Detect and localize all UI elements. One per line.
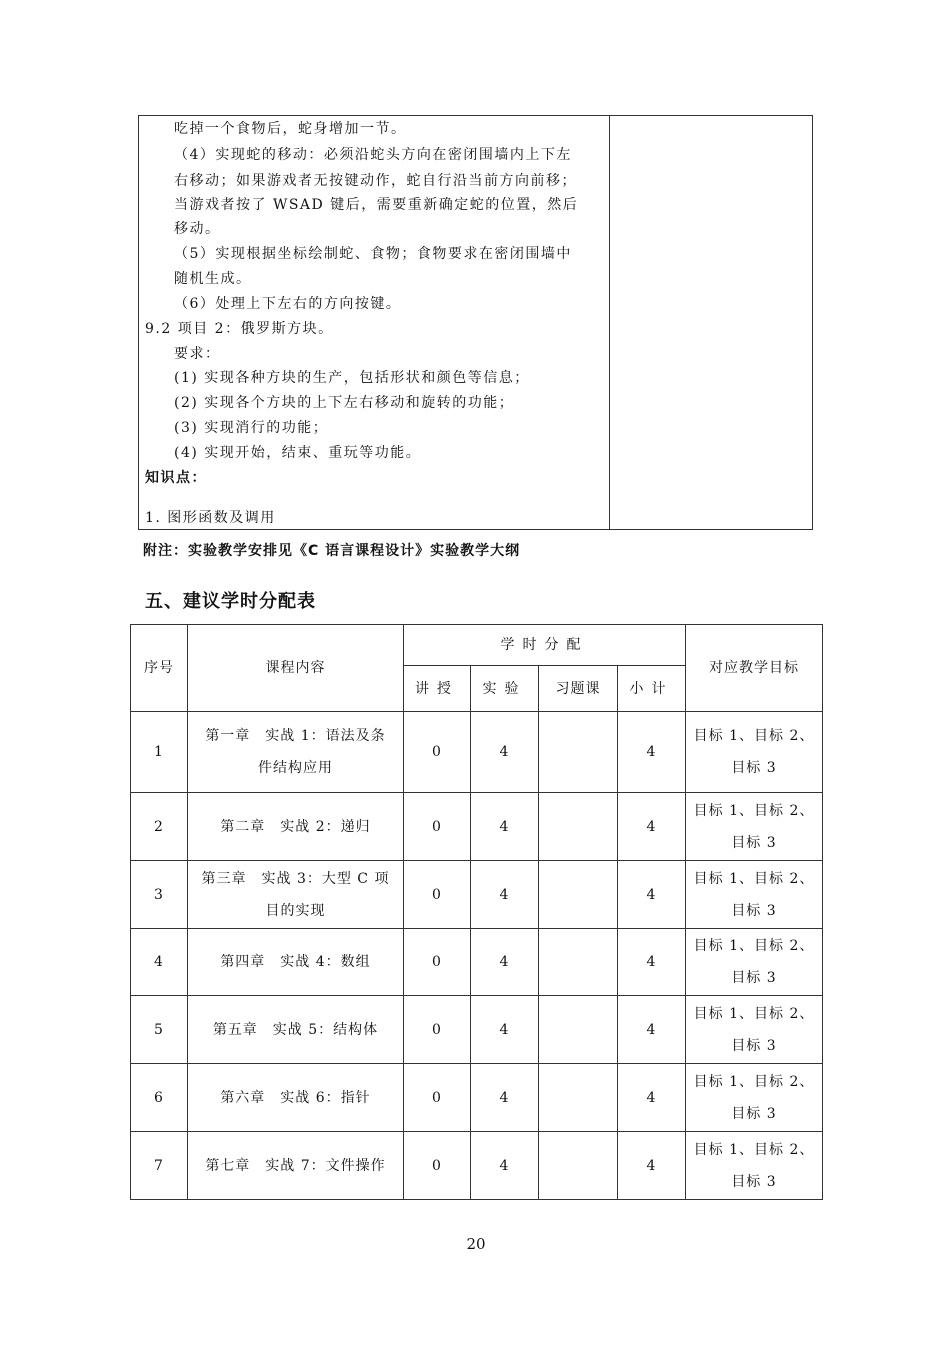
- cell-lab: 4: [471, 996, 539, 1064]
- cell-goals: 目标 1、目标 2、 目标 3: [686, 1132, 823, 1200]
- cell-seq: 7: [131, 1132, 188, 1200]
- knowledge-points-heading: 知识点：: [145, 470, 207, 486]
- content-line: 要求：: [174, 346, 221, 362]
- content-line: 9.2 项目 2：俄罗斯方块。: [145, 321, 334, 337]
- cell-seq: 5: [131, 996, 188, 1064]
- header-exercise: 习题课: [539, 666, 618, 712]
- cell-seq: 3: [131, 861, 188, 929]
- cell-lecture: 0: [404, 861, 471, 929]
- cell-exercise: [539, 861, 618, 929]
- cell-content: 第七章 实战 7：文件操作: [188, 1132, 404, 1200]
- cell-lab: 4: [471, 1132, 539, 1200]
- cell-lab: 4: [471, 929, 539, 996]
- appendix-note: 附注：实验教学安排见《C 语言课程设计》实验教学大纲: [143, 543, 521, 559]
- table-row: [131, 712, 823, 793]
- content-line: 当游戏者按了 WSAD 键后，需要重新确定蛇的位置，然后: [174, 197, 579, 213]
- header-allocation: 学时分配: [404, 625, 686, 666]
- cell-content: 第五章 实战 5：结构体: [188, 996, 404, 1064]
- header-goals: 对应教学目标: [686, 625, 823, 712]
- content-line: (2) 实现各个方块的上下左右移动和旋转的功能；: [174, 395, 515, 411]
- cell-exercise: [539, 793, 618, 861]
- cell-subtotal: 4: [618, 1064, 686, 1132]
- content-line: (3) 实现消行的功能；: [174, 420, 329, 436]
- experiment-content-table: [138, 115, 813, 530]
- cell-lab: 4: [471, 861, 539, 929]
- page-number: 20: [466, 1235, 486, 1253]
- cell-lecture: 0: [404, 712, 471, 793]
- cell-goals: 目标 1、目标 2、 目标 3: [686, 861, 823, 929]
- cell-goals: 目标 1、目标 2、 目标 3: [686, 996, 823, 1064]
- cell-seq: 4: [131, 929, 188, 996]
- cell-content: 第一章 实战 1：语法及条 件结构应用: [188, 712, 404, 793]
- cell-seq: 2: [131, 793, 188, 861]
- header-lecture: 讲授: [404, 666, 471, 712]
- cell-goals: 目标 1、目标 2、 目标 3: [686, 929, 823, 996]
- content-line: 随机生成。: [174, 271, 252, 287]
- cell-lecture: 0: [404, 996, 471, 1064]
- table-row: [131, 861, 823, 929]
- hours-allocation-table: [130, 624, 823, 1200]
- content-line: （6）处理上下左右的方向按键。: [174, 296, 402, 312]
- cell-content: 第四章 实战 4：数组: [188, 929, 404, 996]
- table-column-divider: [609, 116, 610, 529]
- cell-exercise: [539, 1064, 618, 1132]
- cell-subtotal: 4: [618, 712, 686, 793]
- cell-lab: 4: [471, 1064, 539, 1132]
- table-row: [131, 1132, 823, 1200]
- content-line: (1) 实现各种方块的生产，包括形状和颜色等信息；: [174, 370, 530, 386]
- header-seq: 序号: [131, 625, 188, 712]
- content-line: 1. 图形函数及调用: [145, 510, 276, 526]
- cell-content: 第三章 实战 3：大型 C 项 目的实现: [188, 861, 404, 929]
- content-line: （5）实现根据坐标绘制蛇、食物；食物要求在密闭围墙中: [174, 246, 572, 262]
- cell-exercise: [539, 712, 618, 793]
- cell-subtotal: 4: [618, 996, 686, 1064]
- table-row: [131, 929, 823, 996]
- content-line: 右移动；如果游戏者无按键动作，蛇自行沿当前方向前移；: [174, 173, 577, 189]
- cell-subtotal: 4: [618, 861, 686, 929]
- cell-exercise: [539, 1132, 618, 1200]
- cell-lecture: 0: [404, 929, 471, 996]
- cell-subtotal: 4: [618, 929, 686, 996]
- cell-content: 第二章 实战 2：递归: [188, 793, 404, 861]
- cell-goals: 目标 1、目标 2、 目标 3: [686, 793, 823, 861]
- header-lab: 实验: [471, 666, 539, 712]
- cell-exercise: [539, 996, 618, 1064]
- cell-exercise: [539, 929, 618, 996]
- table-row: [131, 1064, 823, 1132]
- cell-subtotal: 4: [618, 1132, 686, 1200]
- table-row: [131, 793, 823, 861]
- header-content: 课程内容: [188, 625, 404, 712]
- section-title: 五、建议学时分配表: [145, 591, 316, 612]
- content-line: 吃掉一个食物后，蛇身增加一节。: [174, 121, 407, 137]
- cell-lab: 4: [471, 712, 539, 793]
- cell-seq: 1: [131, 712, 188, 793]
- cell-goals: 目标 1、目标 2、 目标 3: [686, 712, 823, 793]
- cell-lecture: 0: [404, 1064, 471, 1132]
- content-line: 移动。: [174, 221, 221, 237]
- cell-lab: 4: [471, 793, 539, 861]
- cell-subtotal: 4: [618, 793, 686, 861]
- table-row: [131, 996, 823, 1064]
- cell-goals: 目标 1、目标 2、 目标 3: [686, 1064, 823, 1132]
- cell-seq: 6: [131, 1064, 188, 1132]
- content-line: (4) 实现开始，结束、重玩等功能。: [174, 445, 422, 461]
- header-subtotal: 小计: [618, 666, 686, 712]
- cell-lecture: 0: [404, 793, 471, 861]
- content-line: （4）实现蛇的移动：必须沿蛇头方向在密闭围墙内上下左: [174, 147, 572, 163]
- cell-content: 第六章 实战 6：指针: [188, 1064, 404, 1132]
- cell-lecture: 0: [404, 1132, 471, 1200]
